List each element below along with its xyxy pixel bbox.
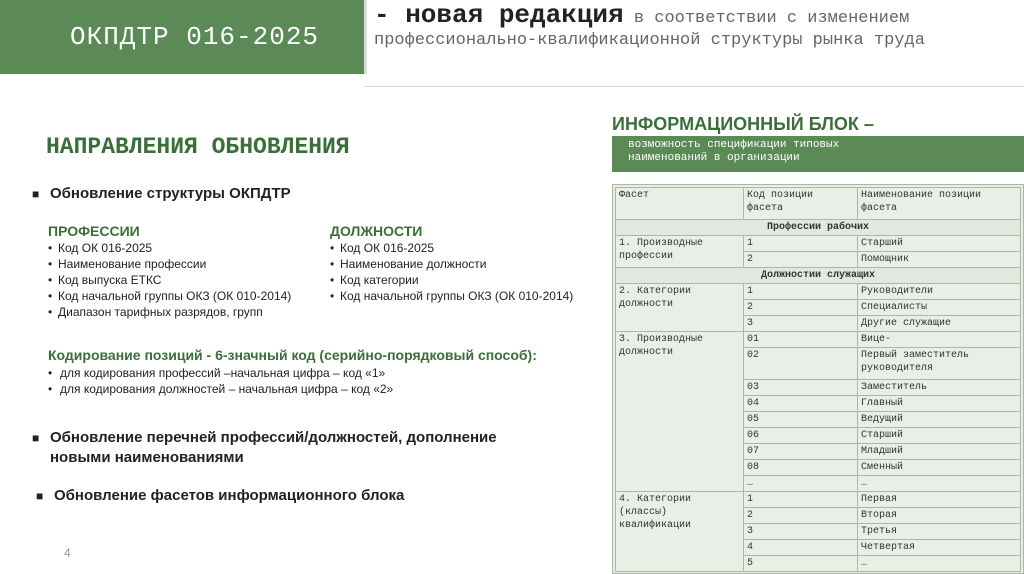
- bullet-marker-icon: ■: [36, 489, 44, 503]
- professions-column: [48, 223, 291, 320]
- table-section-row: [616, 220, 1021, 236]
- name-cell: Другие служащие: [858, 316, 1021, 332]
- name-cell: Четвертая: [858, 540, 1021, 556]
- page-title: ОКПДТР 016-2025: [70, 22, 320, 52]
- info-block-title: ИНФОРМАЦИОННЫЙ БЛОК –: [612, 114, 874, 134]
- facet-cell: 3. Производные должности: [616, 332, 744, 492]
- name-cell: Ведущий: [858, 412, 1021, 428]
- bullet-text: Обновление структуры ОКПДТР: [50, 185, 291, 202]
- code-cell: 06: [744, 428, 858, 444]
- code-cell: 1: [744, 492, 858, 508]
- code-cell: 07: [744, 444, 858, 460]
- table-section-row: [616, 268, 1021, 284]
- table-row: [616, 492, 1021, 508]
- name-cell: Помощник: [858, 252, 1021, 268]
- list-item: • Наименование профессии: [48, 256, 291, 272]
- bullet-text: Обновление фасетов информационного блока: [54, 487, 405, 504]
- section-title: НАПРАВЛЕНИЯ ОБНОВЛЕНИЯ: [46, 134, 350, 160]
- subtitle-rest: в соответствии с изменением профессионально-квалификационной структуры рынка труда: [374, 9, 925, 50]
- name-cell: Вторая: [858, 508, 1021, 524]
- bullet-text: Обновление перечней профессий/должностей, дополнение: [50, 429, 497, 446]
- code-cell: 2: [744, 508, 858, 524]
- code-cell: 3: [744, 316, 858, 332]
- facets-table: [615, 187, 1021, 572]
- header-divider: [364, 86, 1024, 87]
- list-item: • Код ОК 016-2025: [48, 240, 291, 256]
- code-cell: 08: [744, 460, 858, 476]
- coding-heading: Кодирование позиций - 6-значный код (серийно-порядковый способ):: [48, 347, 537, 363]
- subtitle-strong: - новая редакция: [374, 0, 624, 30]
- code-cell: 04: [744, 396, 858, 412]
- name-cell: Старший: [858, 428, 1021, 444]
- facets-table-container: [612, 184, 1024, 574]
- header-cell: Фасет: [616, 188, 744, 220]
- list-item: • Код начальной группы ОКЗ (ОК 010-2014): [48, 288, 291, 304]
- code-cell: 2: [744, 252, 858, 268]
- bullet-text-continued: новыми наименованиями: [50, 449, 244, 466]
- name-cell: Старший: [858, 236, 1021, 252]
- professions-heading: ПРОФЕССИИ: [48, 223, 140, 239]
- name-cell: Первый заместитель руководителя: [858, 348, 1021, 380]
- list-item: • для кодирования должностей – начальная цифра – код «2»: [48, 381, 537, 397]
- code-cell: 03: [744, 380, 858, 396]
- table-row: [616, 236, 1021, 252]
- name-cell: Вице-: [858, 332, 1021, 348]
- info-block-subtitle: [612, 136, 1024, 172]
- list-item: • Код выпуска ЕТКС: [48, 272, 291, 288]
- code-cell: 5: [744, 556, 858, 572]
- facet-cell: 4. Категории (классы) квалификации: [616, 492, 744, 572]
- code-cell: 1: [744, 284, 858, 300]
- bullet-marker-icon: ■: [32, 187, 40, 201]
- name-cell: …: [858, 476, 1021, 492]
- info-subtitle-line: возможность спецификации типовых: [628, 139, 840, 151]
- section-cell: Профессии рабочих: [616, 220, 1021, 236]
- bullet-structure: [32, 184, 291, 204]
- table-header-row: [616, 188, 1021, 220]
- code-cell: …: [744, 476, 858, 492]
- page-subtitle: [374, 0, 1014, 52]
- name-cell: …: [858, 556, 1021, 572]
- title-separator: [364, 0, 367, 74]
- list-item: • Диапазон тарифных разрядов, групп: [48, 304, 291, 320]
- name-cell: Главный: [858, 396, 1021, 412]
- section-cell: Должностии служащих: [616, 268, 1021, 284]
- name-cell: Сменный: [858, 460, 1021, 476]
- list-item: • Код ОК 016-2025: [330, 240, 573, 256]
- name-cell: Руководители: [858, 284, 1021, 300]
- list-item: • Код категории: [330, 272, 573, 288]
- name-cell: Первая: [858, 492, 1021, 508]
- info-subtitle-line: наименований в организации: [628, 152, 800, 164]
- header-cell: Наименование позиции фасета: [858, 188, 1021, 220]
- facet-cell: 1. Производные профессии: [616, 236, 744, 268]
- header-cell: Код позиции фасета: [744, 188, 858, 220]
- code-cell: 1: [744, 236, 858, 252]
- name-cell: Специалисты: [858, 300, 1021, 316]
- table-row: [616, 284, 1021, 300]
- facet-cell: 2. Категории должности: [616, 284, 744, 332]
- title-box: [0, 0, 364, 74]
- code-cell: 02: [744, 348, 858, 380]
- bullet-marker-icon: ■: [32, 431, 40, 445]
- page-number: 4: [64, 546, 71, 560]
- positions-heading: ДОЛЖНОСТИ: [330, 223, 423, 239]
- code-cell: 01: [744, 332, 858, 348]
- name-cell: Младший: [858, 444, 1021, 460]
- bullet-lists-update: [32, 428, 592, 468]
- code-cell: 05: [744, 412, 858, 428]
- name-cell: Заместитель: [858, 380, 1021, 396]
- name-cell: Третья: [858, 524, 1021, 540]
- list-item: • для кодирования профессий –начальная цифра – код «1»: [48, 365, 537, 381]
- code-cell: 2: [744, 300, 858, 316]
- bullet-facets-update: [36, 486, 404, 506]
- code-cell: 4: [744, 540, 858, 556]
- table-row: [616, 332, 1021, 348]
- list-item: • Код начальной группы ОКЗ (ОК 010-2014): [330, 288, 573, 304]
- positions-column: [330, 223, 573, 304]
- list-item: • Наименование должности: [330, 256, 573, 272]
- code-cell: 3: [744, 524, 858, 540]
- coding-block: [48, 347, 537, 397]
